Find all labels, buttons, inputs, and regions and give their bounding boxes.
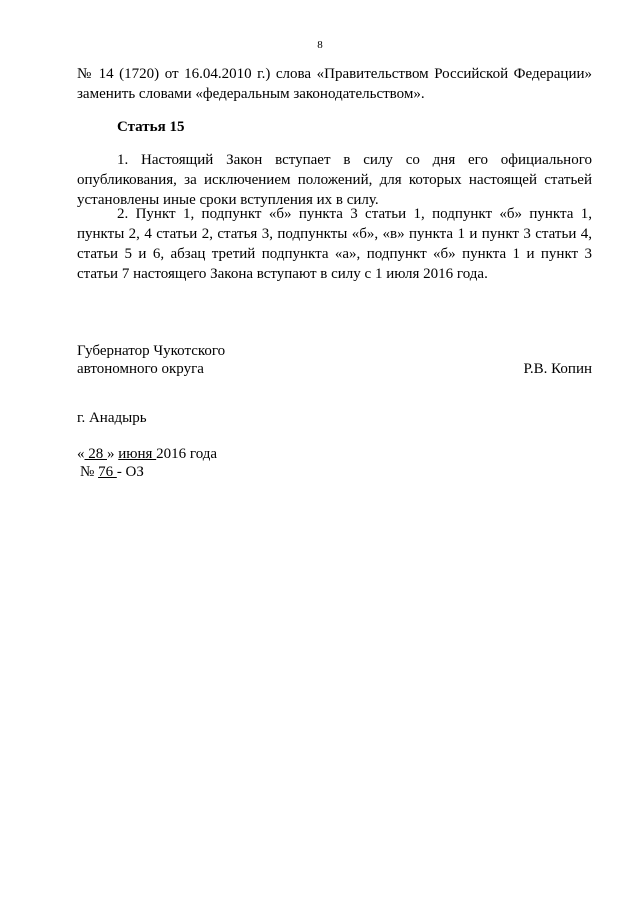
signature-name: Р.В. Копин — [523, 361, 592, 377]
article-paragraph-2: 2. Пункт 1, подпункт «б» пункта 3 статьи 1, подпункт «б» пункта 1, пункты 2, 4 статьи 2, статья 3, подпункты «б», «в» пункта 1 и пункт 3 статьи 4, статьи 5 и 6, абзац третий подпункта «а», подпункт «б» пункта 1 и пункт 3 статьи 7 настоящего Закона вступают в силу с 1 июля 2016 года. — [77, 206, 592, 282]
place: г. Анадырь — [77, 410, 147, 426]
date-open-quote: « — [77, 446, 85, 462]
number-line — [80, 462, 144, 482]
signature-line — [77, 359, 592, 379]
date-year: 2016 года — [156, 446, 218, 462]
signature-title-line-1: Губернатор Чукотского — [77, 343, 226, 359]
date-month: июня — [118, 446, 157, 462]
number-value: 76 — [98, 464, 117, 480]
date-day: 28 — [84, 446, 107, 462]
number-prefix: № — [80, 464, 99, 480]
signature-title-line-2: автономного округа — [77, 361, 204, 377]
article-paragraph-1: 1. Настоящий Закон вступает в силу со дня его официального опубликования, за исключением положений, для которых настоящей статьей установлены иные сроки вступления их в силу. — [77, 152, 592, 208]
page-number: 8 — [317, 39, 323, 51]
article-heading: Статья 15 — [117, 119, 185, 135]
number-suffix: - ОЗ — [116, 464, 144, 480]
date-line — [77, 444, 217, 464]
intro-paragraph: № 14 (1720) от 16.04.2010 г.) слова «Правительством Российской Федерации» заменить словами «федеральным законодательством». — [77, 66, 592, 102]
date-close-quote: » — [107, 446, 115, 462]
